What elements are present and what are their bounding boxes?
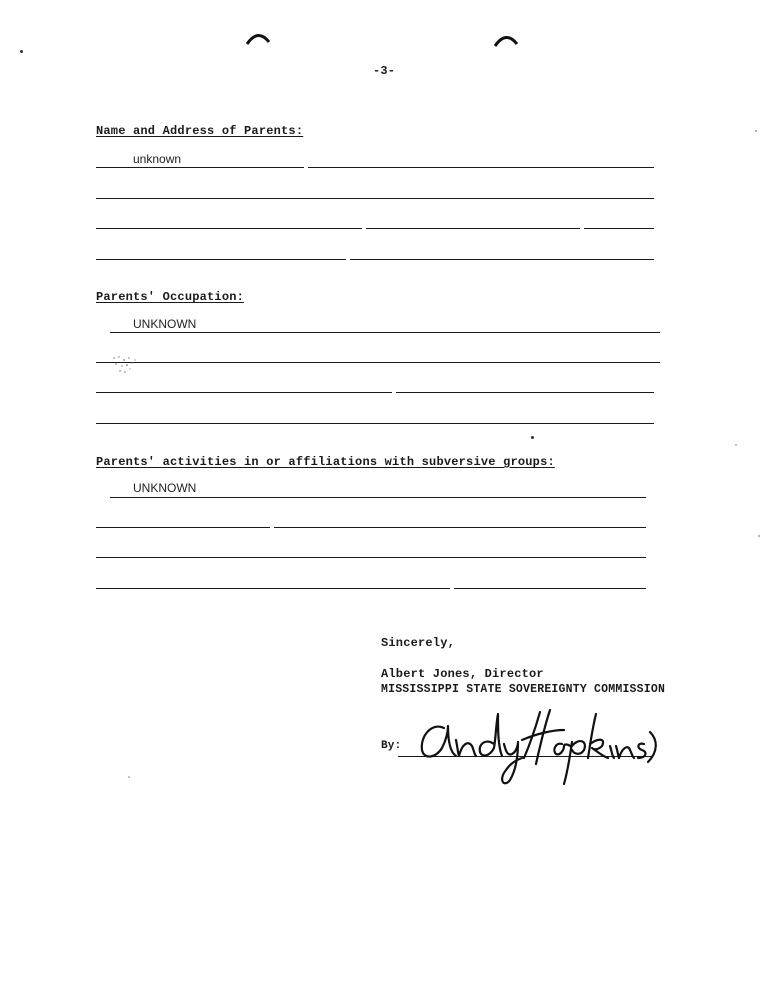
answer-parents-occupation: UNKNOWN: [133, 317, 197, 331]
form-line: [96, 167, 304, 168]
scan-dot: [531, 436, 534, 439]
scan-dot: [755, 130, 757, 132]
form-line: [96, 423, 654, 424]
signer-name-title: Albert Jones, Director: [381, 667, 544, 681]
signature-text: Andy Hopkins: [412, 788, 420, 789]
salutation: Sincerely,: [381, 636, 456, 650]
section-label-parents-subversive-activities: Parents' activities in or affiliations with subversive groups:: [96, 455, 555, 469]
form-line: [96, 259, 346, 260]
form-line: [96, 557, 646, 558]
form-line: [110, 497, 646, 498]
form-line: [454, 588, 646, 589]
form-line: [366, 228, 580, 229]
form-line: [110, 332, 660, 333]
form-line: [308, 167, 654, 168]
form-line: [96, 228, 362, 229]
scan-dot: [758, 535, 760, 537]
form-line: [274, 527, 646, 528]
scan-speckle: [110, 354, 140, 376]
scan-dot: [128, 776, 130, 778]
page-number: -3-: [373, 64, 396, 78]
section-label-parents-occupation: Parents' Occupation:: [96, 290, 245, 304]
form-line: [584, 228, 654, 229]
form-line: [350, 259, 654, 260]
answer-parents-subversive-activities: UNKNOWN: [133, 481, 197, 495]
scan-dot: [20, 50, 23, 53]
punch-hole-mark-right: [492, 32, 520, 50]
form-line: [96, 362, 660, 363]
form-line: [96, 392, 392, 393]
section-label-parents-name-address: Name and Address of Parents:: [96, 124, 304, 138]
scan-dot: [735, 444, 737, 446]
form-line: [96, 198, 654, 199]
by-label: By:: [381, 740, 402, 752]
handwritten-signature: [412, 700, 662, 790]
form-line: [396, 392, 654, 393]
form-line: [96, 527, 270, 528]
form-line: [96, 588, 450, 589]
answer-parents-name-address: unknown: [133, 152, 182, 166]
organization-name: MISSISSIPPI STATE SOVEREIGNTY COMMISSION: [381, 683, 666, 696]
punch-hole-mark-left: [244, 30, 272, 48]
